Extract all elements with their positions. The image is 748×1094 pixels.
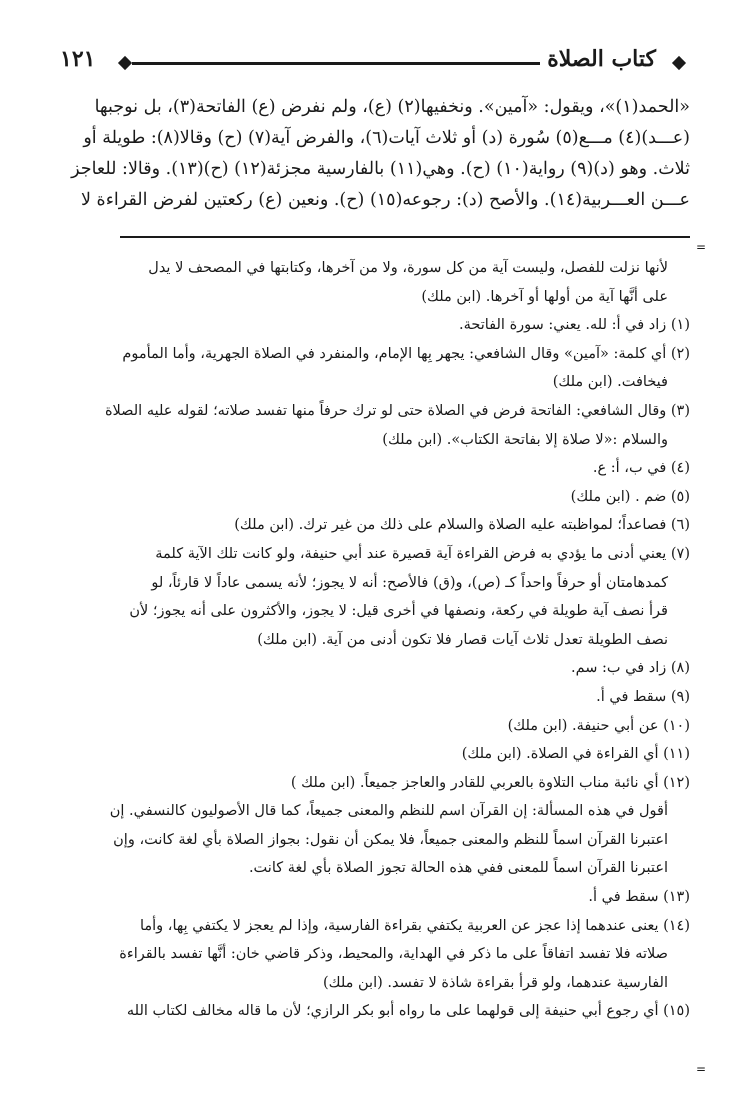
header-rule bbox=[132, 62, 540, 65]
footnote-line: صلاته فلا تفسد اتفاقاً على ما ذكر في الهداية، والمحيط، وذكر قاضي خان: أنَّها تفسد بالقراءة bbox=[119, 946, 668, 963]
footnotes bbox=[60, 254, 690, 1026]
footnote-line: (١٣) سقط في أ. bbox=[588, 889, 690, 906]
footnote-line: أقول في هذه المسألة: إن القرآن اسم للنظم والمعنى جميعاً، كما قال الأصوليون كالنسفي. إن bbox=[109, 803, 668, 820]
footnote-line: (٧) يعني أدنى ما يؤدي به فرض القراءة آية قصيرة عند أبي حنيفة، ولو كانت تلك الآية كلمة bbox=[155, 545, 690, 562]
footnote-line: (٤) في ب، أ: ع. bbox=[592, 460, 690, 477]
page-header bbox=[60, 44, 690, 82]
footnote-line: لأنها نزلت للفصل، وليست آية من كل سورة، ولا من آخرها، وكتابتها في المصحف لا يدل bbox=[148, 260, 668, 276]
footnote-line: (٨) زاد في ب: سم. bbox=[570, 660, 690, 677]
header-diamond-right bbox=[672, 56, 686, 70]
footnote-line: (١٢) أي نائبة مناب التلاوة بالعربي للقادر والعاجز جميعاً. (ابن ملك ) bbox=[290, 774, 690, 791]
footnote-line: نصف الطويلة تعدل ثلاث آيات قصار فلا تكون أدنى من آية. (ابن ملك) bbox=[257, 631, 668, 648]
footnote-line: والسلام :«لا صلاة إلا بفاتحة الكتاب». (ابن ملك) bbox=[382, 431, 668, 448]
main-line: ثلاث. وهو (د)(٩) رواية(١٠) (ح). وهي(١١) بالفارسية مجزئة(١٢) (ح)(١٣). وقالا: للعاجز bbox=[71, 159, 690, 179]
footnote-line: (١٠) عن أبي حنيفة. (ابن ملك) bbox=[507, 717, 690, 734]
footnote-line: على أنَّها آية من أولها أو آخرها. (ابن ملك) bbox=[421, 288, 668, 305]
chapter-title: كتاب الصلاة bbox=[547, 46, 656, 72]
footnote-line: (١٥) أي رجوع أبي حنيفة إلى قولهما على ما رواه أبو بكر الرازي؛ لأن ما قاله مخالف لكتاب الله bbox=[126, 1003, 690, 1020]
footnote-line: قرأ نصف آية طويلة في ركعة، ونصفها في أخرى قيل: لا يجوز، والأكثرون على أنه يجوز؛ لأن bbox=[129, 603, 668, 620]
footnote-line: اعتبرنا القرآن اسماً للمعنى ففي هذه الحالة تجوز الصلاة بأي لغة كانت. bbox=[248, 860, 668, 877]
main-line: عـــن العـــربية(١٤). والأصح (د): رجوعه(١٥) (ح). ونعين (ع) ركعتين لفرض القراءة لا bbox=[80, 190, 690, 210]
header-diamond-left bbox=[118, 56, 132, 70]
continuation-mark: = bbox=[695, 240, 706, 254]
footnote-line: (٥) ضم . (ابن ملك) bbox=[570, 488, 690, 505]
footnote-separator bbox=[120, 236, 690, 238]
footnote-line: كمدهامتان أو حرفاً واحداً كـ (ص)، و(ق) فالأصح: أنه لا يجوز؛ لأنه يسمى عاداً لا قارئاً، لو bbox=[151, 574, 668, 591]
footnote-line: اعتبرنا القرآن اسماً للنظم والمعنى جميعاً، فلا يمكن أن نقول: بجواز الصلاة بأي لغة كانت، وإن bbox=[113, 831, 668, 848]
main-line: «الحمد(١)»، ويقول: «آمين». ونخفيها(٢) (ع)، ولم نفرض (ع) الفاتحة(٣)، بل نوجبها bbox=[94, 97, 690, 117]
footnote-line: (١١) أي القراءة في الصلاة. (ابن ملك) bbox=[461, 746, 690, 763]
footnote-line: (٢) أي كلمة: «آمين» وقال الشافعي: يجهر بِها الإمام، والمنفرد في الصلاة الجهرية، وأما المأموم bbox=[122, 345, 690, 362]
continuation-mark-end: = bbox=[695, 1062, 706, 1076]
footnote-line: (١٤) يعنى عندهما إذا عجز عن العربية يكتفي بقراءة الفارسية، وإذا لم يعجز لا يكتفي بِها، وأما bbox=[139, 917, 690, 934]
footnote-line: (٣) وقال الشافعي: الفاتحة فرض في الصلاة حتى لو ترك حرفاً منها تفسد صلاته؛ لقوله عليه الصلاة bbox=[104, 402, 690, 419]
page-number: ١٢١ bbox=[60, 46, 96, 72]
footnote-line: الفارسية عندهما، ولو قرأ بقراءة شاذة لا تفسد. (ابن ملك) bbox=[322, 974, 668, 991]
footnote-line: (٦) فصاعداً؛ لمواظبته عليه الصلاة والسلام على ذلك من غير ترك. (ابن ملك) bbox=[234, 517, 690, 534]
main-line: (عـــد)(٤) مـــع(٥) سُورة (د) أو ثلاث آيات(٦)، والفرض آية(٧) (ح) وقالا(٨): طويلة أو bbox=[83, 128, 690, 148]
footnote-line: فيخافت. (ابن ملك) bbox=[552, 374, 668, 391]
footnote-line: (٩) سقط في أ. bbox=[596, 688, 690, 705]
footnote-line: (١) زاد في أ: لله. يعني: سورة الفاتحة. bbox=[458, 317, 690, 334]
main-text bbox=[60, 92, 690, 216]
